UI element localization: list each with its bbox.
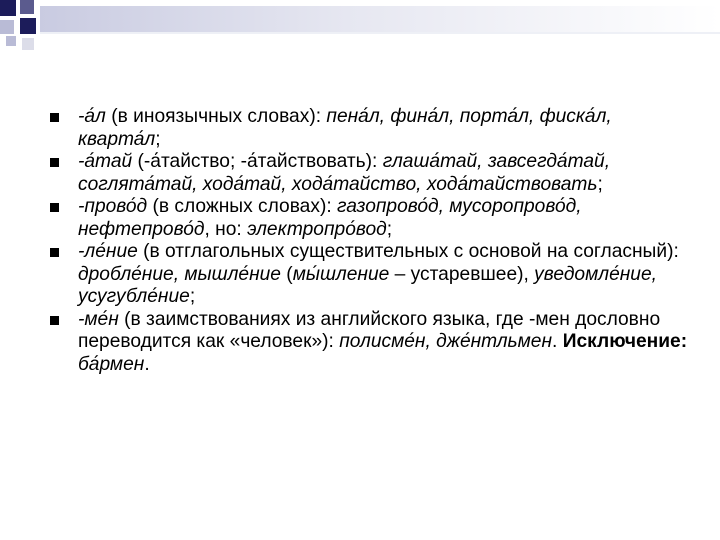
bullet-square-icon xyxy=(50,248,59,257)
header-gradient-bar xyxy=(40,6,720,32)
italic-example-text: -а́л xyxy=(78,106,106,127)
item-text xyxy=(78,309,687,375)
plain-text: (в заимствованиях из английского языка, где -мен дословно переводится как «человек»): xyxy=(78,308,661,352)
plain-text: (в отглагольных существительных с основой на согласный): xyxy=(137,241,679,262)
plain-text: ; xyxy=(597,173,603,195)
list-item xyxy=(50,309,690,377)
header-divider xyxy=(40,32,720,34)
item-text xyxy=(78,151,610,195)
italic-example-text: пена́л, фина́л, порта́л, фиска́л, кварта́л xyxy=(78,106,612,150)
italic-example-text: -прово́д xyxy=(78,196,148,217)
plain-text: ; xyxy=(155,128,161,150)
deco-square-light-2 xyxy=(6,36,16,46)
deco-square-dark-2 xyxy=(20,18,36,34)
bullet-square-icon xyxy=(50,113,59,122)
italic-example-text: мы́шление xyxy=(292,263,390,285)
list-item xyxy=(50,151,690,196)
list-item xyxy=(50,106,690,151)
italic-example-text: полисме́н, дже́нтльмен xyxy=(339,331,553,352)
italic-example-text: глаша́тай, завсегда́тай, соглята́тай, хода́тай, хода́тайство, хода́тайствовать xyxy=(78,151,611,195)
plain-text: ; xyxy=(189,286,196,307)
list-item xyxy=(50,196,690,241)
deco-square-mid xyxy=(20,0,34,14)
plain-text: ( xyxy=(280,263,293,285)
list-item xyxy=(50,241,690,309)
italic-example-text: газопрово́д, мусоропрово́д, нефтепрово́д xyxy=(78,196,582,240)
deco-square-light xyxy=(0,20,14,34)
italic-example-text: дробле́ние, мышле́ние xyxy=(78,263,281,285)
item-text xyxy=(78,106,612,150)
italic-example-text: -ле́ние xyxy=(78,241,138,262)
italic-example-text: -а́тай xyxy=(78,151,133,172)
bullet-square-icon xyxy=(50,316,59,325)
bullet-square-icon xyxy=(50,203,59,212)
italic-example-text: электропро́вод xyxy=(247,218,387,240)
plain-text: – устаревшее), xyxy=(389,263,535,285)
plain-text: (-а́тайство; -а́тайствовать): xyxy=(132,151,383,172)
item-text xyxy=(78,241,679,307)
plain-text: . xyxy=(552,331,563,352)
italic-example-text: -ме́н xyxy=(78,308,119,330)
plain-text: (в сложных словах): xyxy=(147,196,337,217)
bold-text: Исключение: xyxy=(562,331,688,352)
plain-text: (в иноязычных словах): xyxy=(105,106,327,127)
plain-text: ; xyxy=(386,218,393,240)
plain-text: , но: xyxy=(204,218,248,240)
plain-text: . xyxy=(144,353,150,375)
deco-square-dark xyxy=(0,0,16,16)
item-text xyxy=(78,196,582,240)
rules-list xyxy=(50,106,690,376)
italic-example-text: уведомле́ние, усугубле́ние xyxy=(78,263,657,307)
deco-square-pale xyxy=(22,38,34,50)
slide-content xyxy=(50,106,690,376)
bullet-square-icon xyxy=(50,158,59,167)
italic-example-text: ба́рмен xyxy=(78,353,145,375)
